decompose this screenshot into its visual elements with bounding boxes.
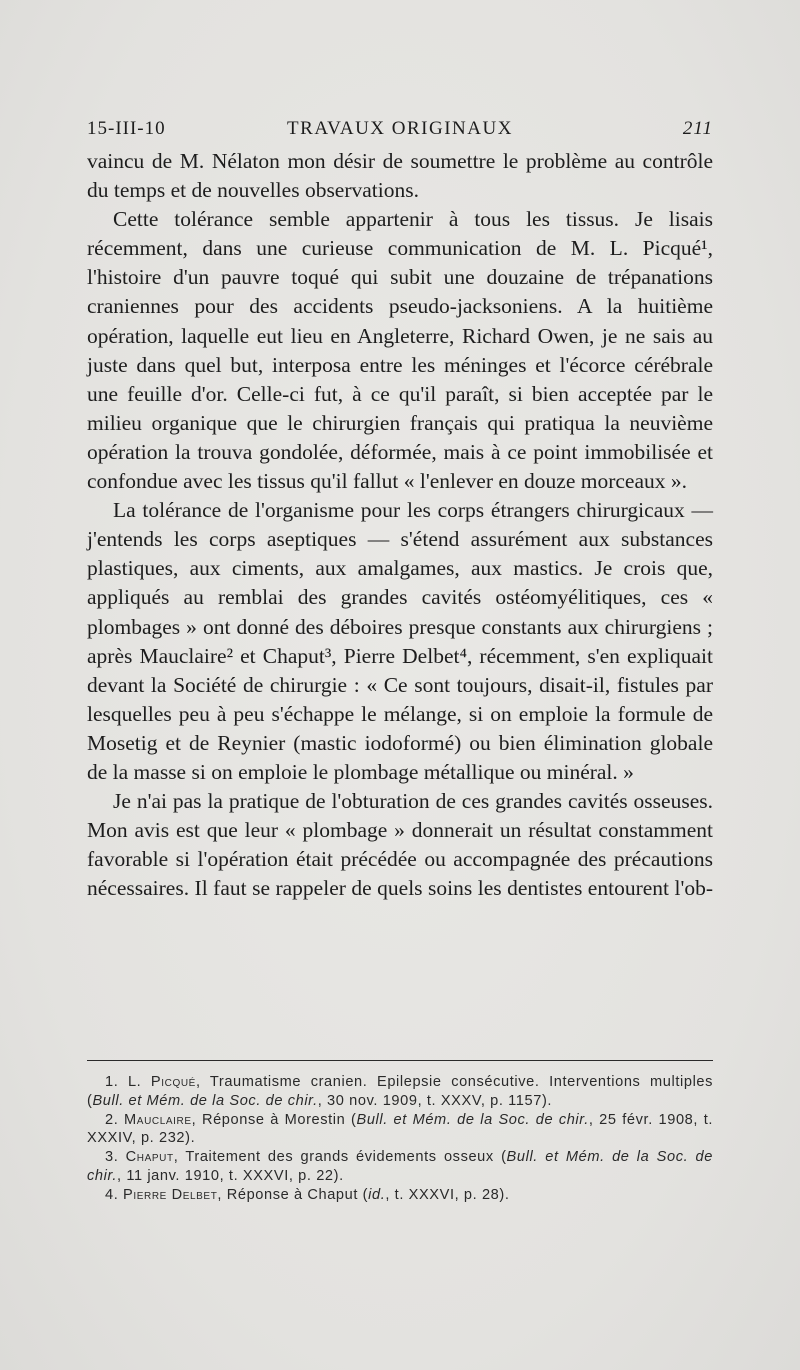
footnote-number: 3.	[105, 1149, 119, 1166]
footnote-tail: , t. XXXVI, p. 28).	[385, 1186, 510, 1203]
page-number: 211	[682, 118, 713, 139]
footnote-reference: Bull. et Mém. de la Soc. de chir.	[87, 1149, 713, 1184]
footnotes	[87, 1073, 713, 1205]
paragraph: vaincu de M. Nélaton mon désir de soumettre le problème au contrôle du temps et de nouvelles observations.	[87, 149, 713, 203]
footnote-tail: , 11 janv. 1910, t. XXXVI, p. 22).	[117, 1167, 344, 1184]
footnote-text: , Réponse à Chaput (	[217, 1186, 369, 1203]
header-title: TRAVAUX ORIGINAUX	[287, 118, 513, 139]
paragraph: Je n'ai pas la pratique de l'obturation de ces grandes cavités osseuses. Mon avis est que leur « plombage » donnerait un résultat constamment favorable si l'opération était précédée ou accompagnée des précautions nécessaires. Il faut se rappeler de quels soins les dentistes entourent l'ob-	[87, 789, 713, 901]
running-header	[87, 118, 713, 144]
footnote-reference: Bull. et Mém. de la Soc. de chir.	[92, 1092, 318, 1109]
footnote-reference: id.	[368, 1186, 386, 1203]
footnote	[87, 1148, 713, 1186]
footnote	[87, 1186, 713, 1205]
footnote	[87, 1073, 713, 1111]
footnote-author: L. Picqué	[127, 1074, 196, 1090]
footnote-text: , Traitement des grands évidements osseux (	[173, 1149, 507, 1166]
footnote-tail: , 25 févr. 1908, t. XXXIV, p. 232).	[87, 1111, 714, 1147]
footnote	[87, 1111, 713, 1149]
paragraph: La tolérance de l'organisme pour les corps étrangers chirurgicaux — j'entends les corps aseptiques — s'étend assurément aux substances plastiques, aux ciments, aux amalgames, aux mastics. Je crois que, appliqués au remblai des grandes cavités ostéomyélitiques, ces « plombages » ont donné des déboires presque constants aux chirurgiens ; après Mauclaire² et Chaput³, Pierre Delbet⁴, récemment, s'en expliquait devant la Société de chirurgie : « Ce sont toujours, disait-il, fistules par lesquelles peu à peu s'échappe le mélange, si on emploie la formule de Mosetig et de Reynier (mastic iodoformé) ou bien élimination globale de la masse si on emploie le plombage métallique ou minéral. »	[87, 498, 713, 784]
paragraph: Cette tolérance semble appartenir à tous les tissus. Je lisais récemment, dans une curieuse communication de M. L. Picqué¹, l'histoire d'un pauvre toqué qui subit une douzaine de trépanations craniennes pour des accidents pseudo-jacksoniens. A la huitième opération, laquelle eut lieu en Angleterre, Richard Owen, je ne sais au juste dans quel but, interposa entre les méninges et l'écorce cérébrale une feuille d'or. Celle-ci fut, à ce qu'il paraît, si bien acceptée par le milieu organique que le chirurgien français qui pratiqua la neuvième opération la trouva gondolée, déformée, mais à ce point immobilisée et confondue avec les tissus qu'il fallut « l'enlever en douze morceaux ».	[87, 207, 713, 494]
footnote-number: 2.	[105, 1111, 119, 1128]
footnote-author: Pierre Delbet	[123, 1186, 218, 1203]
footnote-number: 4.	[105, 1186, 119, 1203]
footnote-reference: Bull. et Mém. de la Soc. de chir.	[356, 1111, 589, 1128]
footnote-text: , Traumatisme cranien. Epilepsie consécutive. Interventions multiples (	[87, 1074, 714, 1109]
footnote-text: , Réponse à Morestin (	[191, 1111, 357, 1128]
main-text	[87, 147, 713, 903]
footnote-author: Chaput	[125, 1149, 174, 1166]
footnote-number: 1.	[105, 1074, 119, 1090]
header-date: 15-III-10	[87, 118, 166, 139]
footnote-author: Mauclaire	[124, 1111, 192, 1128]
footnote-tail: , 30 nov. 1909, t. XXXV, p. 1157).	[317, 1092, 553, 1109]
footnote-separator	[87, 1060, 713, 1061]
